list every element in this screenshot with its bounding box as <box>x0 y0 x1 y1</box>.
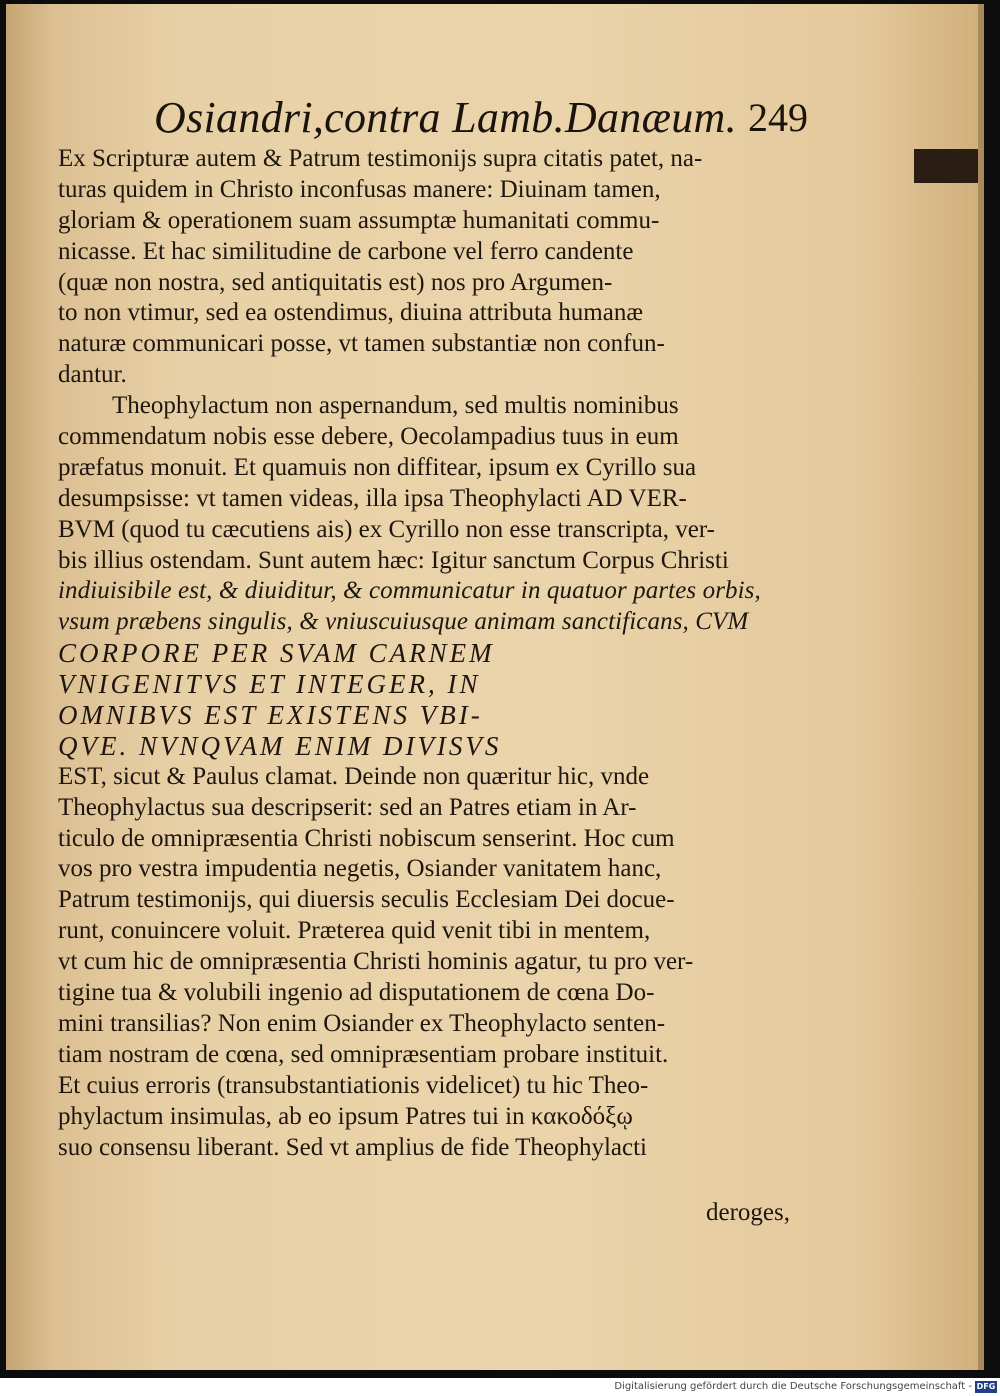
page-edge-tab <box>914 149 978 183</box>
page-number: 249 <box>748 95 808 140</box>
book-page <box>6 4 984 1370</box>
running-title: Osiandri,contra Lamb.Danæum. <box>154 93 737 142</box>
text-line: tiam nostram de cœna, sed omnipræsentiam probare instituit. <box>58 1040 669 1068</box>
text-line: vt cum hic de omnipræsentia Christi hominis agatur, tu pro ver- <box>58 948 694 976</box>
text-line: vos pro vestra impudentia negetis, Osiander vanitatem hanc, <box>58 855 662 883</box>
text-line: gloriam & operationem suam assumptæ humanitati commu- <box>58 206 660 234</box>
footer-credit: Digitalisierung gefördert durch die Deutsche Forschungsgemeinschaft - <box>614 1381 972 1392</box>
text-line: Ex Scripturæ autem & Patrum testimonijs supra citatis patet, na- <box>58 145 703 172</box>
text-line: Patrum testimonijs, qui diuersis seculis Ecclesiam Dei docue- <box>58 886 675 914</box>
text-line: (quæ non nostra, sed antiquitatis est) nos pro Argumen- <box>58 268 613 296</box>
page-header <box>154 90 834 150</box>
text-line: tigine tua & volubili ingenio ad disputationem de cœna Do- <box>58 979 655 1007</box>
text-line: Theophylactum non aspernandum, sed multis nominibus <box>112 392 679 420</box>
text-line: runt, conuincere voluit. Præterea quid venit tibi in mentem, <box>58 917 651 945</box>
text-line: QVE. NVNQVAM ENIM DIVISVS <box>58 730 502 761</box>
text-line: turas quidem in Christo inconfusas manere: Diuinam tamen, <box>58 175 661 203</box>
text-line: naturæ communicari posse, vt tamen substantiæ non confun- <box>58 330 665 358</box>
text-line: ticulo de omnipræsentia Christi nobiscum senserint. Hoc cum <box>58 824 675 852</box>
text-line: indiuisibile est, & diuiditur, & communicatur in quatuor partes orbis, <box>58 577 761 605</box>
text-line: vsum præbens singulis, & vniuscuiusque animam sanctificans, CVM <box>58 608 749 636</box>
text-line: phylactum insimulas, ab eo ipsum Patres tui in κακοδόξῳ <box>58 1102 633 1130</box>
text-line: Et cuius erroris (transubstantiationis videlicet) tu hic Theo- <box>58 1071 649 1099</box>
text-line: OMNIBVS EST EXISTENS VBI- <box>58 700 483 731</box>
text-line: EST, sicut & Paulus clamat. Deinde non quæritur hic, vnde <box>58 762 650 790</box>
dfg-logo: DFG <box>976 1382 996 1391</box>
text-line: dantur. <box>58 361 127 389</box>
text-line: BVM (quod tu cæcutiens ais) ex Cyrillo non esse transcripta, ver- <box>58 515 715 543</box>
catchword: deroges, <box>706 1199 790 1226</box>
text-line: commendatum nobis esse debere, Oecolampadius tuus in eum <box>58 423 679 451</box>
text-line: Theophylactus sua descripserit: sed an Patres etiam in Ar- <box>58 793 637 821</box>
text-line: nicasse. Et hac similitudine de carbone vel ferro candente <box>58 237 634 265</box>
text-line: CORPORE PER SVAM CARNEM <box>58 638 495 669</box>
body-text <box>58 144 818 1163</box>
text-line: bis illius ostendam. Sunt autem hæc: Igitur sanctum Corpus Christi <box>58 546 729 574</box>
text-line: to non vtimur, sed ea ostendimus, diuina attributa humanæ <box>58 299 644 327</box>
text-line: mini transilias? Non enim Osiander ex Theophylacto senten- <box>58 1009 666 1037</box>
text-line: præfatus monuit. Et quamuis non diffitear, ipsum ex Cyrillo sua <box>58 453 697 481</box>
text-line: suo consensu liberant. Sed vt amplius de fide Theophylacti <box>58 1133 648 1161</box>
text-line: VNIGENITVS ET INTEGER, IN <box>58 669 481 700</box>
text-line: desumpsisse: vt tamen videas, illa ipsa Theophylacti AD VER- <box>58 484 687 512</box>
